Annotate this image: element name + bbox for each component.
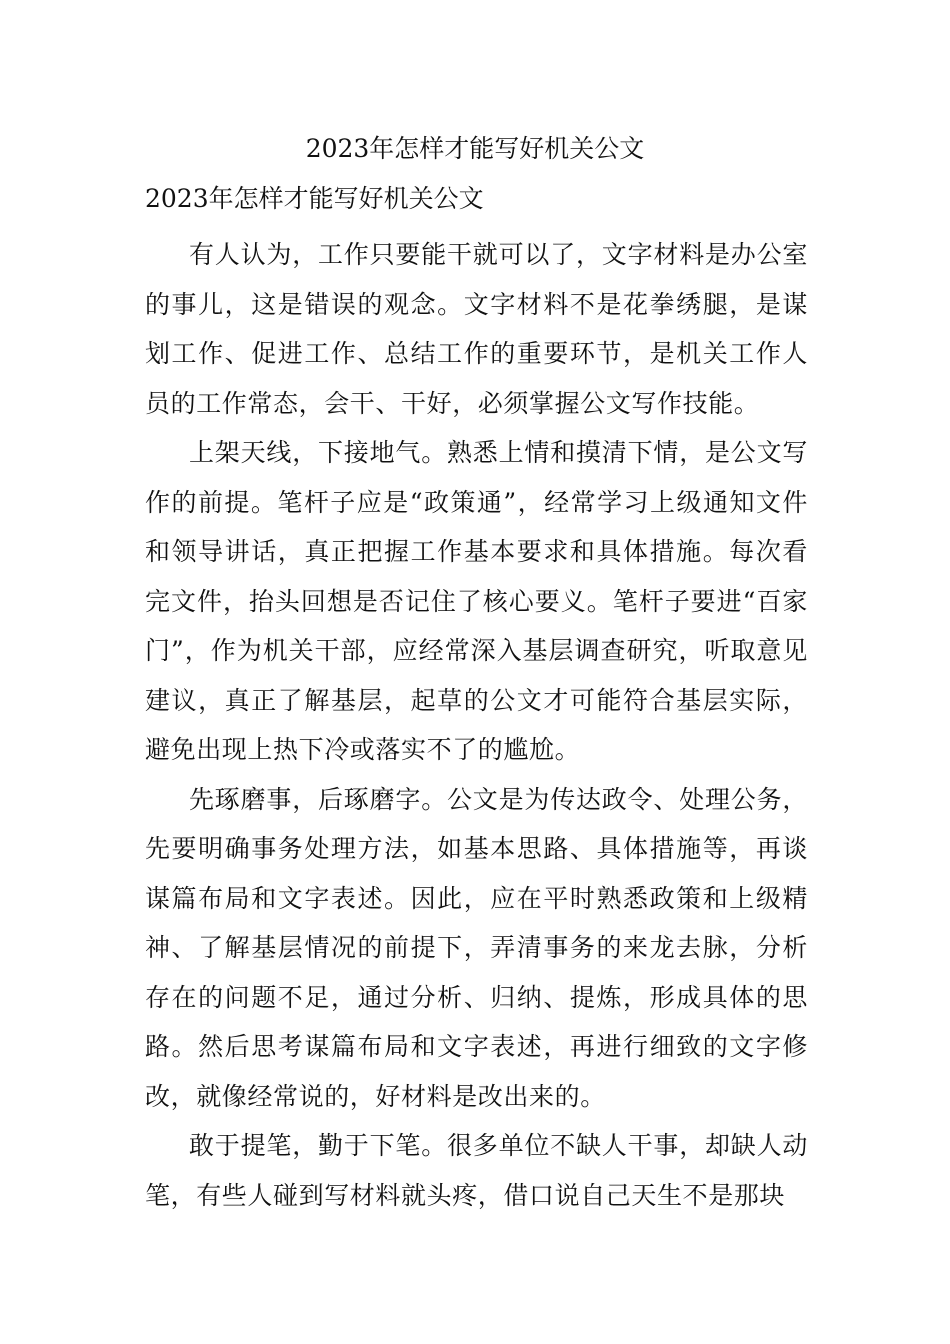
document-body bbox=[145, 230, 808, 1220]
paragraph-4: 敢于提笔，勤于下笔。很多单位不缺人干事，却缺人动笔，有些人碰到写材料就头疼，借口说自己天生不是那块 bbox=[145, 1131, 808, 1210]
document-subtitle: 2023年怎样才能写好机关公文 bbox=[145, 184, 484, 213]
paragraph-1: 有人认为，工作只要能干就可以了，文字材料是办公室的事儿，这是错误的观念。文字材料不是花拳绣腿，是谋划工作、促进工作、总结工作的重要环节，是机关工作人员的工作常态，会干、干好，必须掌握公文写作技能。 bbox=[145, 240, 808, 418]
paragraph-2: 上架天线，下接地气。熟悉上情和摸清下情，是公文写作的前提。笔杆子应是“政策通”，经常学习上级通知文件和领导讲话，真正把握工作基本要求和具体措施。每次看完文件，抬头回想是否记住了核心要义。笔杆子要进“百家门”，作为机关干部，应经常深入基层调查研究，听取意见建议，真正了解基层，起草的公文才可能符合基层实际，避免出现上热下冷或落实不了的尴尬。 bbox=[145, 438, 808, 764]
document-title: 2023年怎样才能写好机关公文 bbox=[305, 134, 645, 163]
paragraph-3: 先琢磨事，后琢磨字。公文是为传达政令、处理公务，先要明确事务处理方法，如基本思路、具体措施等，再谈谋篇布局和文字表述。因此，应在平时熟悉政策和上级精神、了解基层情况的前提下，弄清事务的来龙去脉，分析存在的问题不足，通过分析、归纳、提炼，形成具体的思路。然后思考谋篇布局和文字表述，再进行细致的文字修改，就像经常说的，好材料是改出来的。 bbox=[145, 784, 808, 1111]
